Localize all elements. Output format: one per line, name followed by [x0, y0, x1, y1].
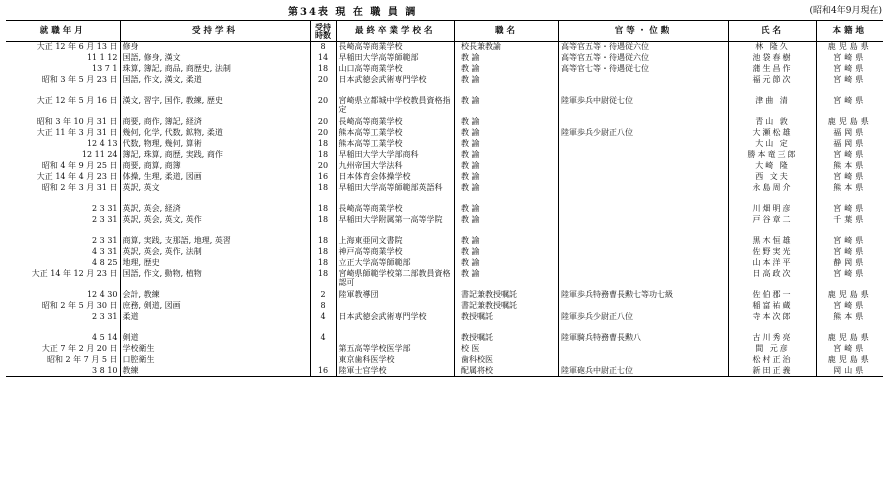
cell-pref: 宮崎県 [817, 172, 883, 183]
cell-name: 寺本次郎 [729, 312, 817, 330]
cell-school: 日本武徳会武術専門学校 [336, 312, 454, 330]
cell-school: 上海東亜同文書院 [336, 233, 454, 247]
cell-date: 2 3 31 [92, 214, 118, 224]
table-row [6, 183, 454, 201]
cell-subjects: 剣道 [120, 330, 310, 344]
cell-pref: 鹿児島県 [817, 330, 883, 344]
cell-hours [310, 355, 336, 366]
cell-hours: 18 [310, 215, 336, 233]
cell-rank [559, 75, 729, 93]
cell-pref: 宮崎県 [817, 269, 883, 287]
cell-pref: 熊本県 [817, 312, 883, 330]
cell-hours: 20 [310, 114, 336, 128]
table-row [455, 53, 883, 64]
cell-name: 西 文夫 [729, 172, 817, 183]
cell-date: 昭和 2 年 5 月 30 日 [41, 300, 118, 310]
cell-hours: 20 [310, 75, 336, 93]
cell-post: 教 諭 [461, 74, 480, 84]
cell-date: 大正 12 年 6 月 13 日 [36, 42, 118, 51]
table-row [6, 53, 454, 64]
cell-post: 配属将校 [455, 366, 559, 377]
header-name: 氏名 [729, 21, 817, 42]
table-row [6, 366, 454, 377]
cell-school: 長崎高等商業学校 [336, 42, 454, 53]
cell-hours: 2 [310, 287, 336, 301]
cell-hours: 8 [310, 301, 336, 312]
cell-subjects: 地理, 歴史 [120, 258, 310, 269]
table-row [455, 161, 883, 172]
cell-name: 新田正義 [729, 366, 817, 377]
header-school: 最終卒業学校名 [336, 21, 454, 42]
cell-pref: 宮崎県 [817, 301, 883, 312]
cell-school: 宮崎県師範学校第二部教員資格認可 [336, 269, 454, 287]
cell-rank [559, 215, 729, 233]
cell-school [336, 301, 454, 312]
cell-hours: 4 [310, 312, 336, 330]
table-row [455, 247, 883, 258]
cell-post: 教 諭 [461, 246, 480, 256]
cell-rank [559, 233, 729, 247]
cell-date: 大正 7 年 2 月 20 日 [41, 343, 118, 353]
cell-hours: 20 [310, 93, 336, 114]
table-row [455, 93, 883, 114]
cell-name: 日高政次 [729, 269, 817, 287]
cell-date: 昭和 4 年 9 月 25 日 [41, 160, 118, 170]
table-row [6, 258, 454, 269]
cell-hours: 20 [310, 128, 336, 139]
table-row [455, 201, 883, 215]
cell-rank: 陸軍歩兵特務曹長勲七等功七級 [559, 287, 729, 301]
cell-school: 早稲田大学大学部商科 [336, 150, 454, 161]
cell-school: 神戸高等商業学校 [336, 247, 454, 258]
cell-date: 昭和 2 年 7 月 5 日 [46, 354, 118, 364]
cell-hours: 18 [310, 64, 336, 75]
table-row [455, 139, 883, 150]
cell-name: 間 元彦 [729, 344, 817, 355]
cell-rank: 陸軍騎兵特務曹長勲八 [559, 330, 729, 344]
cell-date: 11 1 12 [86, 52, 118, 62]
left-table [6, 20, 454, 377]
table-row [6, 172, 454, 183]
cell-name: 池袋春樹 [729, 53, 817, 64]
table-title: 第34表 現 在 職 員 調 [288, 7, 418, 18]
right-table [454, 20, 883, 377]
table-row [6, 114, 454, 128]
cell-post: 教 諭 [461, 203, 480, 213]
cell-name: 大山 定 [729, 139, 817, 150]
cell-post: 教 諭 [461, 127, 480, 137]
cell-name: 佐野実光 [729, 247, 817, 258]
table-row [6, 247, 454, 258]
cell-subjects: 口腔衛生 [120, 355, 310, 366]
table-row [6, 128, 454, 139]
cell-subjects: 英訳, 英会, 英作, 法制 [120, 247, 310, 258]
cell-date: 4 5 14 [92, 332, 118, 342]
cell-rank [559, 269, 729, 287]
cell-subjects: 体操, 生理, 柔道, 図画 [120, 172, 310, 183]
cell-post: 書記兼教授嘱託 [461, 289, 517, 299]
cell-name: 林 隆久 [729, 42, 817, 53]
table-row [455, 172, 883, 183]
cell-rank [559, 150, 729, 161]
table-row [455, 312, 883, 330]
cell-subjects: 珠算, 簿記, 商品, 商歴史, 法制 [120, 64, 310, 75]
cell-name: 戸谷章二 [729, 215, 817, 233]
cell-post: 教授嘱託 [461, 332, 493, 342]
table-row [455, 301, 883, 312]
cell-pref: 宮崎県 [817, 53, 883, 64]
cell-rank [559, 201, 729, 215]
table-row [455, 269, 883, 287]
cell-school [336, 330, 454, 344]
table-row [455, 366, 883, 377]
right-header-row [455, 21, 883, 42]
cell-pref: 鹿児島県 [817, 287, 883, 301]
cell-pref: 岡山県 [817, 366, 883, 377]
cell-name: 黒木恒雄 [729, 233, 817, 247]
cell-name: 津曲 清 [729, 93, 817, 114]
cell-rank [559, 183, 729, 201]
cell-rank [559, 301, 729, 312]
cell-pref: 熊本県 [817, 161, 883, 172]
cell-pref: 宮崎県 [817, 93, 883, 114]
cell-post: 校 医 [461, 343, 480, 353]
cell-school: 陸軍教導団 [336, 287, 454, 301]
table-row [6, 330, 454, 344]
cell-date: 昭和 3 年 10 月 31 日 [36, 116, 118, 126]
table-row [455, 150, 883, 161]
cell-subjects: 英訳, 英文 [120, 183, 310, 201]
cell-rank: 陸軍歩兵少尉正八位 [559, 312, 729, 330]
cell-school: 早稲田大学附属第一高等学院 [336, 215, 454, 233]
cell-date: 大正 14 年 4 月 23 日 [36, 171, 118, 181]
cell-name: 永島周介 [729, 183, 817, 201]
table-row [455, 258, 883, 269]
cell-pref: 宮崎県 [817, 64, 883, 75]
table-row [6, 344, 454, 355]
header-rank: 官等・位勲 [559, 21, 729, 42]
table-row [6, 75, 454, 93]
cell-subjects: 教練 [120, 366, 310, 377]
table-row [6, 139, 454, 150]
cell-name: 勝本竜三郎 [729, 150, 817, 161]
cell-name: 松村正治 [729, 355, 817, 366]
table-row [6, 161, 454, 172]
cell-pref: 宮崎県 [817, 201, 883, 215]
cell-subjects: 商要, 商作, 簿記, 経済 [120, 114, 310, 128]
left-header-row [6, 21, 454, 42]
cell-date: 4 3 31 [92, 246, 118, 256]
cell-post: 教 諭 [461, 52, 480, 62]
cell-pref: 宮崎県 [817, 150, 883, 161]
cell-subjects: 漢文, 習字, 国作, 教練, 歴史 [120, 93, 310, 114]
cell-pref: 宮崎県 [817, 344, 883, 355]
cell-rank: 高等官五等・待遇従六位 [559, 42, 729, 53]
cell-post: 教 諭 [461, 235, 480, 245]
table-row [455, 215, 883, 233]
cell-school: 東京歯科医学校 [336, 355, 454, 366]
table-row [455, 344, 883, 355]
cell-rank [559, 161, 729, 172]
cell-hours: 18 [310, 139, 336, 150]
cell-subjects: 英訳, 英会, 英文, 英作 [120, 215, 310, 233]
cell-school: 早稲田大学高等師範部 [336, 53, 454, 64]
cell-hours: 20 [310, 161, 336, 172]
cell-date: 12 4 13 [86, 138, 118, 148]
table-row [6, 201, 454, 215]
cell-subjects: 国語, 作文, 漢文, 柔道 [120, 75, 310, 93]
cell-name: 蒲生昌作 [729, 64, 817, 75]
cell-rank: 陸軍歩兵少尉正八位 [559, 128, 729, 139]
table-row [6, 301, 454, 312]
cell-rank: 陸軍砲兵中尉正七位 [559, 366, 729, 377]
cell-post: 教 諭 [461, 171, 480, 181]
cell-date: 大正 11 年 3 月 31 日 [36, 127, 118, 137]
cell-post: 教 諭 [461, 160, 480, 170]
table-row [6, 312, 454, 330]
cell-subjects: 簿記, 珠算, 商歴, 実践, 商作 [120, 150, 310, 161]
cell-hours: 14 [310, 53, 336, 64]
cell-date: 大正 12 年 5 月 16 日 [36, 95, 118, 105]
cell-name: 福元節次 [729, 75, 817, 93]
cell-pref: 福岡県 [817, 139, 883, 150]
table-row [455, 75, 883, 93]
cell-name: 大崎 隆 [729, 161, 817, 172]
cell-subjects: 幾何, 化学, 代数, 鉱物, 柔道 [120, 128, 310, 139]
cell-date: 昭和 2 年 3 月 31 日 [41, 182, 118, 192]
cell-post: 書記兼教授嘱託 [461, 300, 517, 310]
cell-post: 歯科校医 [461, 354, 493, 364]
cell-subjects: 国語, 修身, 漢文 [120, 53, 310, 64]
cell-date: 2 3 31 [92, 203, 118, 213]
cell-subjects: 英訳, 英会, 経済 [120, 201, 310, 215]
cell-pref: 千葉県 [817, 215, 883, 233]
cell-school: 熊本高等工業学校 [336, 139, 454, 150]
cell-school: 第五高等学校医学部 [336, 344, 454, 355]
cell-pref: 鹿児島県 [817, 114, 883, 128]
cell-hours: 16 [310, 366, 336, 377]
cell-name: 大瀬松雄 [729, 128, 817, 139]
cell-date: 13 7 1 [92, 63, 118, 73]
cell-subjects: 国語, 作文, 動物, 植物 [120, 269, 310, 287]
cell-date: 3 8 10 [6, 366, 120, 377]
table-row [455, 114, 883, 128]
cell-rank [559, 139, 729, 150]
table-row [6, 233, 454, 247]
cell-post: 校長兼教諭 [461, 42, 501, 51]
cell-hours: 18 [310, 247, 336, 258]
cell-hours: 18 [310, 201, 336, 215]
cell-name: 山本洋平 [729, 258, 817, 269]
cell-post: 教 諭 [461, 116, 480, 126]
cell-subjects: 商要, 商算, 商簿 [120, 161, 310, 172]
cell-school: 陸軍士官学校 [336, 366, 454, 377]
cell-hours: 18 [310, 233, 336, 247]
cell-hours: 4 [310, 330, 336, 344]
cell-subjects: 代数, 物理, 幾何, 算術 [120, 139, 310, 150]
cell-date: 大正 14 年 12 月 23 日 [31, 268, 118, 278]
cell-school: 日本体育会体操学校 [336, 172, 454, 183]
cell-school: 長崎高等商業学校 [336, 201, 454, 215]
cell-rank [559, 344, 729, 355]
table-row [6, 93, 454, 114]
cell-pref: 宮崎県 [817, 75, 883, 93]
cell-rank: 高等官七等・待遇従七位 [559, 64, 729, 75]
table-row [6, 355, 454, 366]
cell-school: 日本武徳会武術専門学校 [336, 75, 454, 93]
cell-post: 教授嘱託 [461, 311, 493, 321]
cell-date: 12 4 30 [86, 289, 118, 299]
table-row [455, 183, 883, 201]
cell-school: 早稲田大学高等師範部英語科 [336, 183, 454, 201]
cell-hours [310, 344, 336, 355]
table-row [455, 128, 883, 139]
cell-rank [559, 355, 729, 366]
cell-name: 川畑明彦 [729, 201, 817, 215]
table-row [6, 150, 454, 161]
header-hours: 受持時数 [310, 21, 336, 42]
cell-hours: 18 [310, 269, 336, 287]
cell-name: 青山 敦 [729, 114, 817, 128]
table-row [6, 64, 454, 75]
cell-post: 教 諭 [461, 257, 480, 267]
cell-rank [559, 247, 729, 258]
table-row [6, 287, 454, 301]
table-row [455, 330, 883, 344]
cell-date: 4 8 25 [92, 257, 118, 267]
cell-school: 長崎高等商業学校 [336, 114, 454, 128]
table-row [455, 355, 883, 366]
table-row [455, 287, 883, 301]
cell-post: 教 諭 [461, 214, 480, 224]
cell-hours: 18 [310, 150, 336, 161]
cell-school: 山口高等商業学校 [336, 64, 454, 75]
cell-name: 稲富祐蔵 [729, 301, 817, 312]
cell-subjects: 商算, 実践, 支那語, 地理, 英習 [120, 233, 310, 247]
cell-post: 教 諭 [461, 149, 480, 159]
cell-date: 2 3 31 [92, 311, 118, 321]
cell-rank [559, 114, 729, 128]
cell-pref: 静岡県 [817, 258, 883, 269]
cell-name: 佐伯郡一 [729, 287, 817, 301]
cell-name: 古川秀亮 [729, 330, 817, 344]
table-row [6, 269, 454, 287]
cell-post: 教 諭 [461, 63, 480, 73]
cell-rank [559, 258, 729, 269]
cell-post: 教 諭 [461, 95, 480, 105]
cell-rank: 高等官五等・待遇従六位 [559, 53, 729, 64]
cell-pref: 福岡県 [817, 128, 883, 139]
cell-hours: 8 [310, 42, 336, 53]
table-row [455, 42, 883, 53]
cell-school: 宮崎県立都城中学校教員資格指定 [336, 93, 454, 114]
cell-subjects: 柔道 [120, 312, 310, 330]
header-post: 職名 [455, 21, 559, 42]
as-of-note: (昭和4年9月現在) [809, 6, 882, 16]
table-row [455, 233, 883, 247]
cell-school: 九州帝国大学法科 [336, 161, 454, 172]
header-date: 就職年月 [6, 21, 120, 42]
cell-school: 熊本高等工業学校 [336, 128, 454, 139]
cell-post: 教 諭 [461, 268, 480, 278]
title-row [0, 3, 888, 17]
cell-hours: 18 [310, 183, 336, 201]
table-row [6, 215, 454, 233]
cell-subjects: 会計, 教練 [120, 287, 310, 301]
cell-pref: 鹿児島県 [817, 42, 883, 53]
cell-date: 2 3 31 [92, 235, 118, 245]
cell-date: 昭和 3 年 5 月 23 日 [41, 74, 118, 84]
cell-post: 教 諭 [461, 182, 480, 192]
header-pref: 本籍地 [817, 21, 883, 42]
header-subjects: 受持学科 [120, 21, 310, 42]
cell-subjects: 修身 [120, 42, 310, 53]
cell-subjects: 学校衛生 [120, 344, 310, 355]
cell-hours: 16 [310, 172, 336, 183]
table-row [455, 64, 883, 75]
cell-rank: 陸軍歩兵中尉従七位 [559, 93, 729, 114]
cell-rank [559, 172, 729, 183]
cell-pref: 熊本県 [817, 183, 883, 201]
cell-date: 12 11 24 [81, 149, 118, 159]
cell-subjects: 庶務, 剣道, 図画 [120, 301, 310, 312]
cell-hours: 18 [310, 258, 336, 269]
cell-pref: 宮崎県 [817, 247, 883, 258]
cell-post: 教 諭 [461, 138, 480, 148]
cell-pref: 鹿児島県 [817, 355, 883, 366]
table-row [6, 42, 454, 53]
cell-pref: 宮崎県 [817, 233, 883, 247]
cell-school: 立正大学高等師範部 [336, 258, 454, 269]
